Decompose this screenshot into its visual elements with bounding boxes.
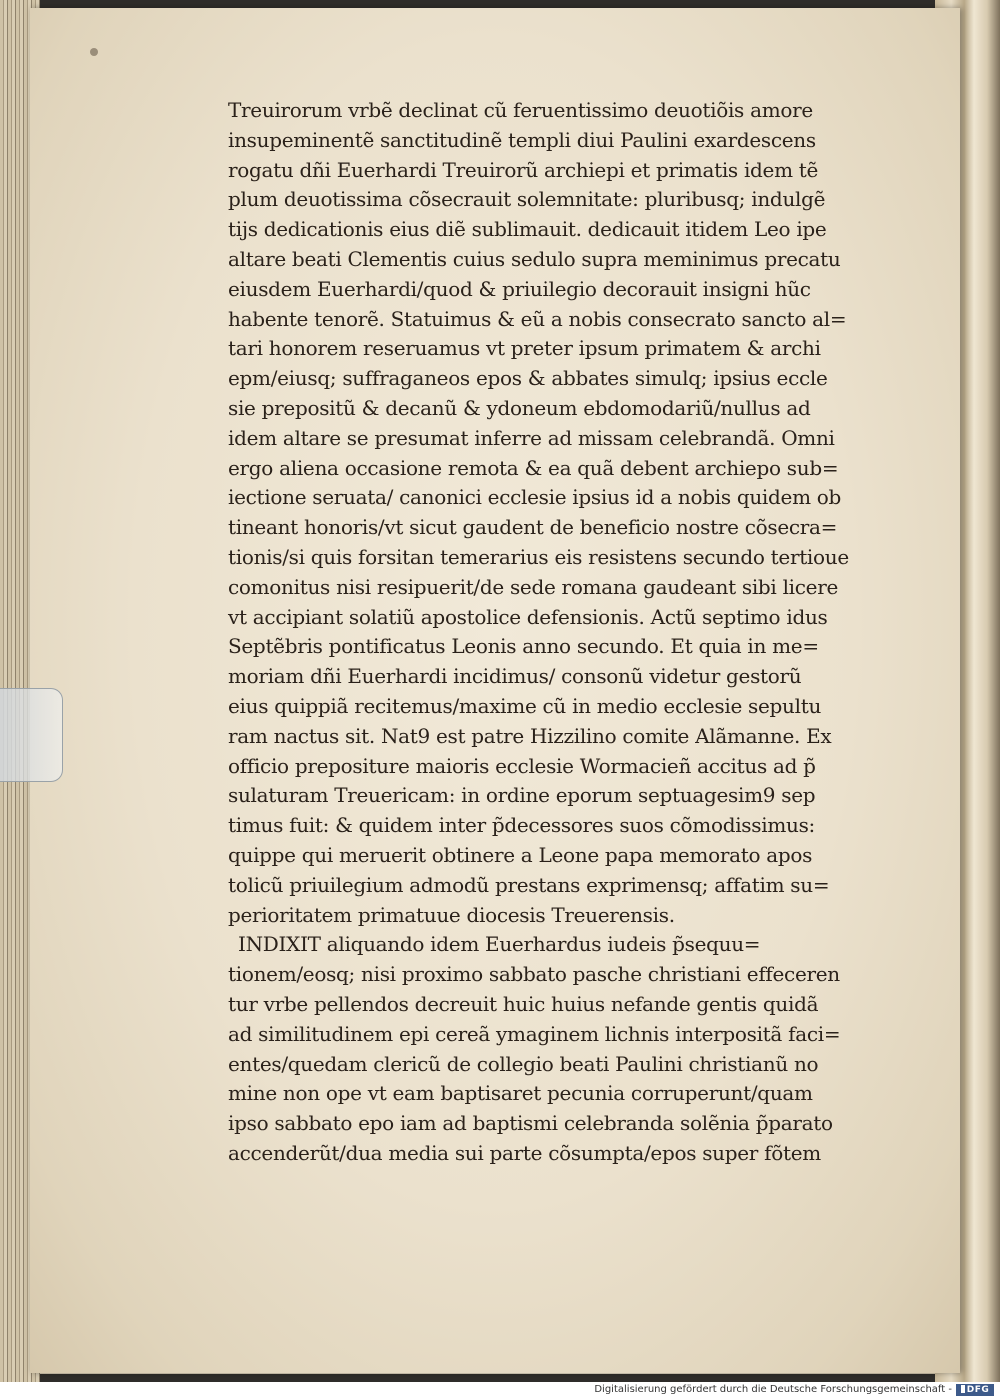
text-line: epm/eiusq; suffraganeos epos & abbates simulq; ipsius eccle [228,366,828,391]
text-line: vt accipiant solatiũ apostolice defensionis. Actũ septimo idus [228,604,828,629]
text-line: quippe qui meruerit obtinere a Leone papa memorato apos [228,842,813,867]
text-line: officio prepositure maioris ecclesie Wormacieñ accitus ad p̃ [228,753,816,778]
text-line: accenderũt/dua media sui parte cõsumpta/epos super fõtem [228,1140,821,1165]
dfg-logo-mark-icon [961,1385,965,1393]
text-line: entes/quedam clericũ de collegio beati Paulini christianũ no [228,1051,819,1076]
text-line: altare beati Clementis cuius sedulo supra meminimus precatu [228,246,841,271]
text-line: tionis/si quis forsitan temerarius eis resistens secundo tertioue [228,544,849,569]
text-line: sie prepositũ & decanũ & ydoneum ebdomodariũ/nullus ad [228,395,811,420]
text-line: rogatu dñi Euerhardi Treuirorũ archiepi et primatis idem tẽ [228,157,819,182]
text-line-paragraph-start: INDIXIT aliquando idem Euerhardus iudeis p̃sequu= [238,932,761,957]
dfg-logo [956,1384,994,1396]
text-line: tari honorem reseruamus vt preter ipsum primatem & archi [228,336,821,361]
funding-credit: Digitalisierung gefördert durch die Deutsche Forschungsgemeinschaft - [594,1384,952,1395]
text-line: ram nactus sit. Nat9 est patre Hizzilino comite Alãmanne. Ex [228,723,832,748]
text-line: mine non ope vt eam baptisaret pecunia corruperunt/quam [228,1081,813,1106]
text-line: habente tenorẽ. Statuimus & eũ a nobis consecrato sancto al= [228,306,847,331]
text-line: ad similitudinem epi cereã ymaginem lichnis interpositã faci= [228,1021,841,1046]
text-line: timus fuit: & quidem inter p̃decessores suos cõmodissimus: [228,813,815,838]
text-line: tijs dedicationis eius diẽ sublimauit. dedicauit itidem Leo ipe [228,217,827,242]
text-line: eiusdem Euerhardi/quod & priuilegio decorauit insigni hũc [228,276,811,301]
text-line: plum deuotissima cõsecrauit solemnitate: pluribusq; indulgẽ [228,187,826,212]
text-line: iectione seruata/ canonici ecclesie ipsius id a nobis quidem ob [228,485,842,510]
text-line: tur vrbe pellendos decreuit huic huius nefande gentis quidã [228,991,819,1016]
dfg-logo-text: DFG [966,1385,990,1395]
text-line: idem altare se presumat inferre ad missam celebrandã. Omni [228,425,835,450]
text-line: insupeminentẽ sanctitudinẽ templi diui Paulini exardescens [228,127,816,152]
text-line: comonitus nisi resipuerit/de sede romana gaudeant sibi licere [228,574,839,599]
page-holder-clip [0,688,63,782]
text-line: Septẽbris pontificatus Leonis anno secundo. Et quia in me= [228,634,819,659]
text-line: ipso sabbato epo iam ad baptismi celebranda solẽnia p̃parato [228,1111,833,1136]
text-line: ergo aliena occasione remota & ea quã debent archiepo sub= [228,455,839,480]
ink-stain [90,48,98,56]
text-line: moriam dñi Euerhardi incidimus/ consonũ videtur gestorũ [228,664,802,689]
text-line: Treuirorum vrbẽ declinat cũ feruentissimo deuotiõis amore [228,98,813,122]
text-line: tionem/eosq; nisi proximo sabbato pasche christiani effeceren [228,962,840,987]
text-line: tolicũ priuilegium admodũ prestans exprimensq; affatim su= [228,872,830,897]
text-line: tineant honoris/vt sicut gaudent de beneficio nostre cõsecra= [228,515,838,540]
text-line: perioritatem primatuue diocesis Treuerensis. [228,902,675,927]
printed-text-block [228,96,888,1169]
text-line: sulaturam Treuericam: in ordine eporum septuagesim9 sep [228,783,816,808]
text-line: eius quippiã recitemus/maxime cũ in medio ecclesie sepultu [228,693,822,718]
